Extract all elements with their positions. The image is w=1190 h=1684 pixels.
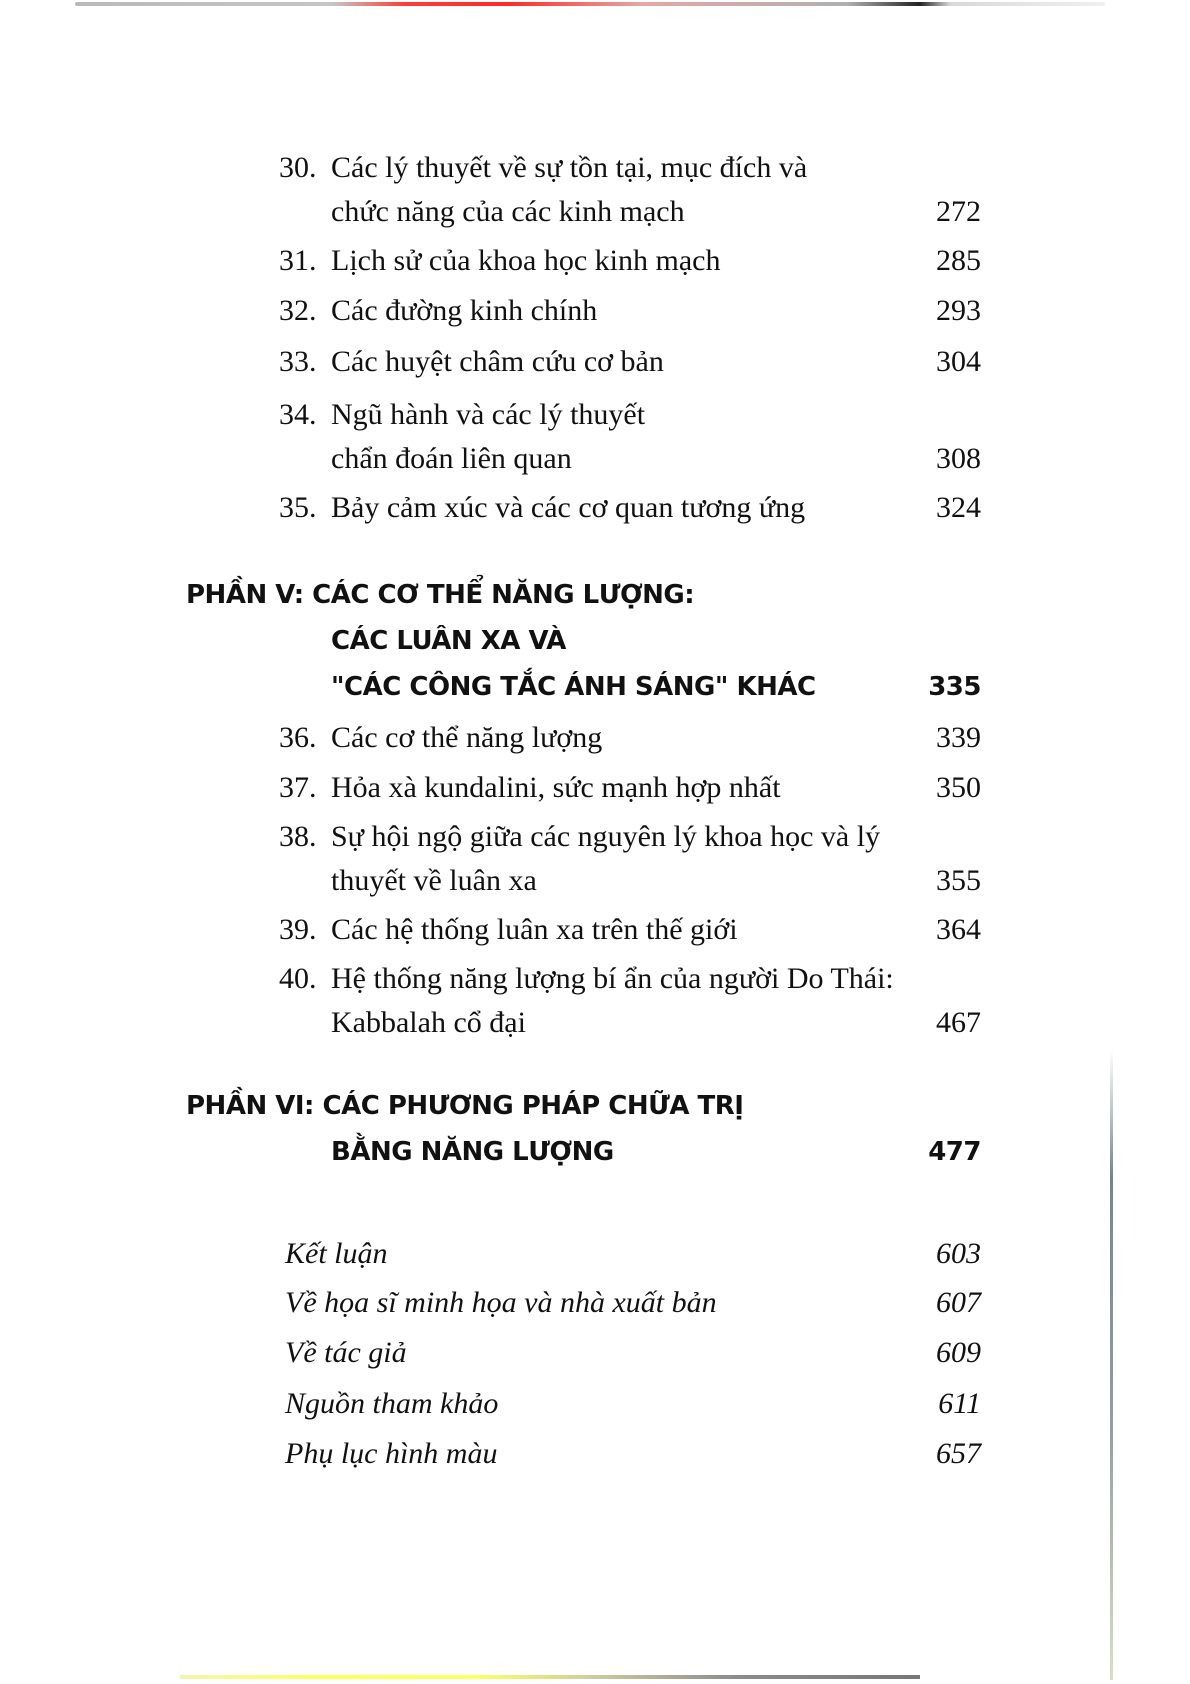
page-number: 355: [936, 864, 981, 897]
part-heading-line: PHẦN VI: CÁC PHƯƠNG PHÁP CHỮA TRỊ: [186, 1091, 744, 1121]
page-right-edge: [1110, 1050, 1113, 1680]
chapter-title-line: thuyết về luân xa: [331, 864, 537, 897]
toc-back-references[interactable]: [285, 1382, 981, 1426]
chapter-number: 39.: [279, 913, 317, 946]
chapter-number: 34.: [279, 398, 317, 431]
chapter-title-line: Các hệ thống luân xa trên thế giới: [331, 913, 738, 946]
back-matter-title: Kết luận: [285, 1237, 388, 1270]
chapter-title-line: Các lý thuyết về sự tồn tại, mục đích và: [331, 151, 808, 184]
page-bottom-edge: [180, 1675, 920, 1679]
chapter-number: 35.: [279, 491, 317, 524]
toc-back-conclusion[interactable]: [285, 1232, 981, 1276]
toc-entry-35[interactable]: [279, 486, 981, 530]
toc-back-about-author[interactable]: [285, 1331, 981, 1375]
page-number: 657: [936, 1437, 981, 1470]
page-number: 285: [936, 244, 981, 277]
toc-entry-40[interactable]: [279, 957, 981, 1045]
page-number: 609: [936, 1336, 981, 1369]
toc-entry-31[interactable]: [279, 239, 981, 283]
chapter-number: 32.: [279, 294, 317, 327]
page-number: 335: [928, 672, 981, 702]
page-number: 607: [936, 1286, 981, 1319]
chapter-title-line: chẩn đoán liên quan: [331, 442, 572, 475]
page-top-edge: [75, 2, 1105, 6]
chapter-title-line: Lịch sử của khoa học kinh mạch: [331, 244, 721, 277]
chapter-title-line: Các cơ thể năng lượng: [331, 721, 603, 754]
chapter-title-line: Kabbalah cổ đại: [331, 1006, 526, 1039]
chapter-title-line: Hệ thống năng lượng bí ẩn của người Do Thái:: [331, 962, 894, 995]
page-number: 611: [938, 1387, 981, 1420]
chapter-title-line: Các huyệt châm cứu cơ bản: [331, 345, 664, 378]
toc-back-illustrator-publisher[interactable]: [285, 1281, 981, 1325]
back-matter-title: Nguồn tham khảo: [285, 1387, 499, 1420]
chapter-number: 38.: [279, 820, 317, 853]
chapter-title-line: chức năng của các kinh mạch: [331, 195, 685, 228]
page-number: 477: [928, 1137, 981, 1167]
page-number: 350: [936, 771, 981, 804]
page-number: 324: [936, 491, 981, 524]
chapter-title-line: Bảy cảm xúc và các cơ quan tương ứng: [331, 491, 806, 524]
toc-entry-36[interactable]: [279, 716, 981, 760]
part-heading-line: "CÁC CÔNG TẮC ÁNH SÁNG" KHÁC: [331, 672, 816, 702]
toc-entry-38[interactable]: [279, 815, 981, 903]
toc-entry-30[interactable]: [279, 146, 981, 234]
chapter-number: 31.: [279, 244, 317, 277]
chapter-title-line: Hỏa xà kundalini, sức mạnh hợp nhất: [331, 771, 781, 804]
toc-entry-34[interactable]: [279, 393, 981, 481]
page-number: 293: [936, 294, 981, 327]
page-number: 467: [936, 1006, 981, 1039]
page-number: 308: [936, 442, 981, 475]
part-heading-line: PHẦN V: CÁC CƠ THỂ NĂNG LƯỢNG:: [186, 580, 695, 610]
back-matter-title: Về tác giả: [285, 1336, 407, 1369]
chapter-title-line: Các đường kinh chính: [331, 294, 598, 327]
page-number: 272: [936, 195, 981, 228]
toc-back-color-appendix[interactable]: [285, 1432, 981, 1476]
page-number: 304: [936, 345, 981, 378]
toc-entry-39[interactable]: [279, 908, 981, 952]
page-number: 603: [936, 1237, 981, 1270]
chapter-number: 30.: [279, 151, 317, 184]
chapter-number: 36.: [279, 721, 317, 754]
chapter-number: 37.: [279, 771, 317, 804]
chapter-number: 40.: [279, 962, 317, 995]
back-matter-title: Phụ lục hình màu: [285, 1437, 498, 1470]
toc-entry-32[interactable]: [279, 289, 981, 333]
toc-part-5[interactable]: [186, 572, 981, 710]
page-number: 364: [936, 913, 981, 946]
part-heading-line: CÁC LUÂN XA VÀ: [331, 626, 566, 656]
toc-part-6[interactable]: [186, 1083, 981, 1175]
chapter-number: 33.: [279, 345, 317, 378]
chapter-title-line: Sự hội ngộ giữa các nguyên lý khoa học và lý: [331, 820, 881, 853]
chapter-title-line: Ngũ hành và các lý thuyết: [331, 398, 646, 431]
part-heading-line: BẰNG NĂNG LƯỢNG: [331, 1137, 614, 1167]
back-matter-title: Về họa sĩ minh họa và nhà xuất bản: [285, 1286, 717, 1319]
toc-entry-33[interactable]: [279, 340, 981, 384]
page-number: 339: [936, 721, 981, 754]
toc-entry-37[interactable]: [279, 766, 981, 810]
